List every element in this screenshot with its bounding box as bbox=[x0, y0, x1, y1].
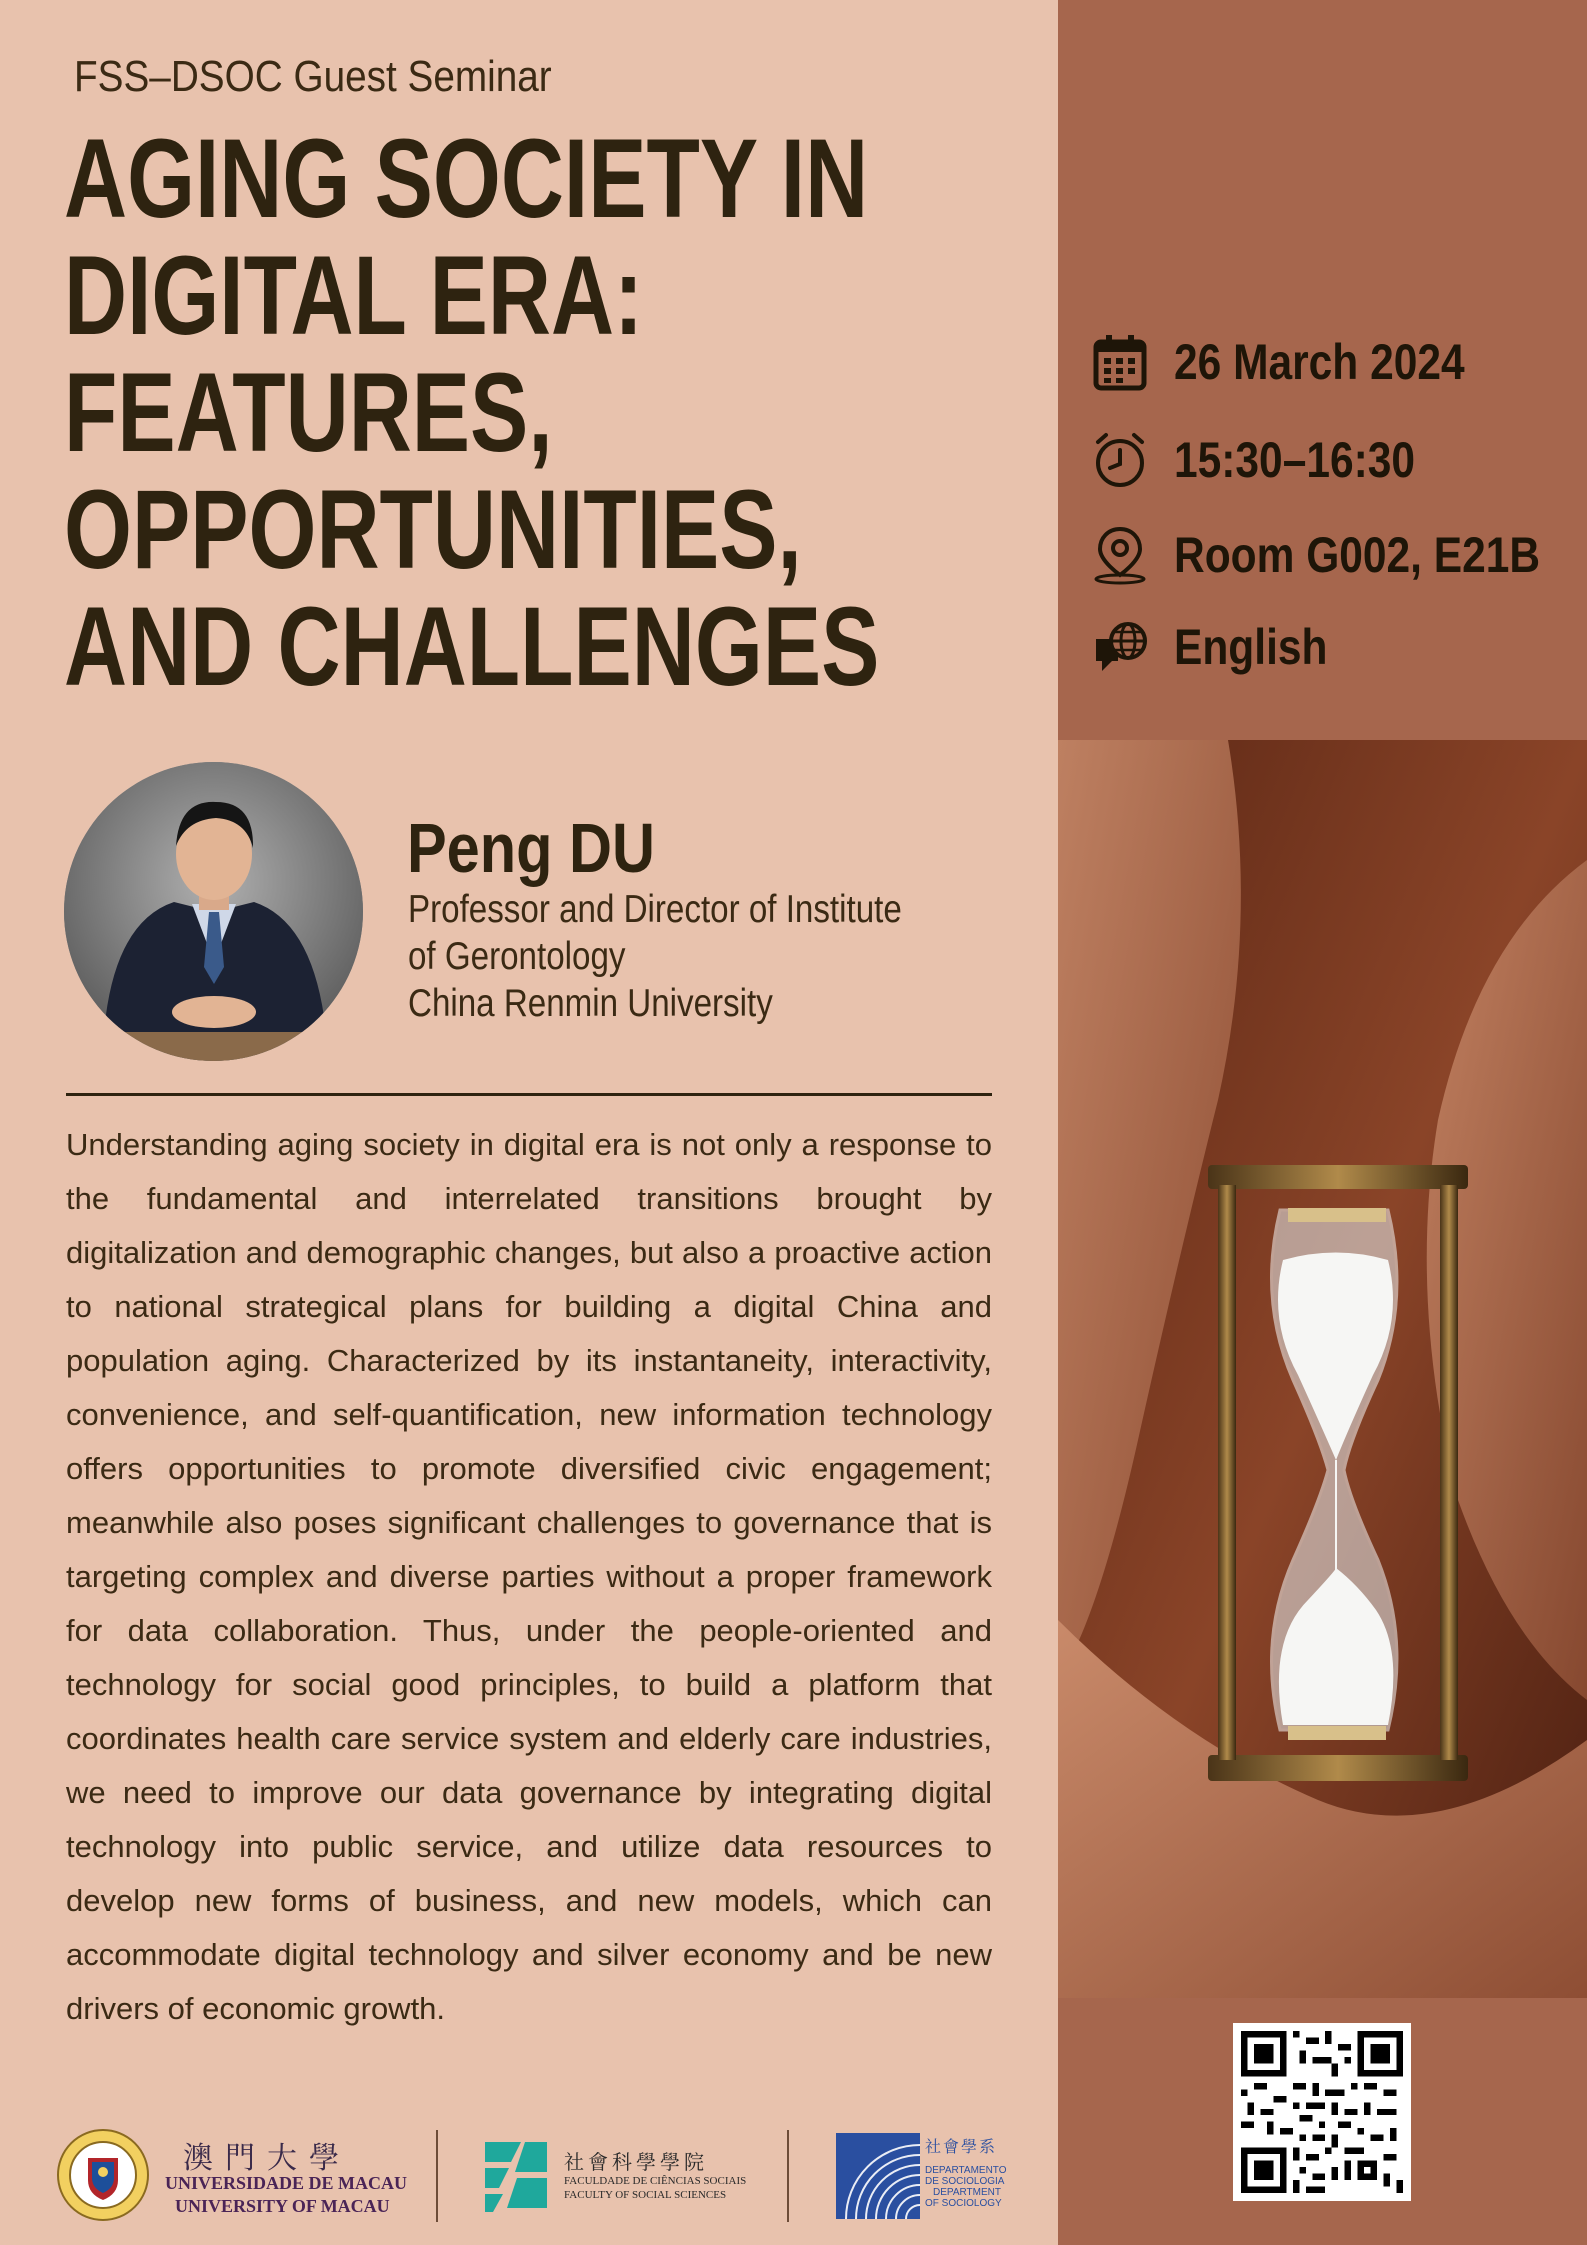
speaker-affiliation-line: China Renmin University bbox=[408, 982, 773, 1025]
um-english-name: UNIVERSITY OF MACAU bbox=[175, 2196, 390, 2216]
speaker-photo bbox=[64, 762, 363, 1061]
fss-chinese-name: 社會科學學院 bbox=[564, 2152, 708, 2174]
fss-portuguese-name: FACULDADE DE CIÊNCIAS SOCIAIS bbox=[564, 2175, 747, 2187]
um-seal-icon bbox=[56, 2128, 150, 2222]
um-chinese-name: 澳門大學 bbox=[183, 2142, 351, 2175]
event-language-row bbox=[1092, 612, 1355, 682]
seminar-title bbox=[64, 116, 1064, 709]
dsoc-english-line: DEPARTMENT bbox=[933, 2187, 1001, 2198]
title-line: AGING SOCIETY IN bbox=[64, 116, 869, 241]
dsoc-chinese-name: 社會學系 bbox=[925, 2139, 998, 2156]
logo-separator bbox=[787, 2130, 789, 2222]
event-time: 15:30–16:30 bbox=[1174, 432, 1416, 488]
speaker-affiliation-line: Professor and Director of Institute bbox=[408, 888, 902, 931]
qr-code[interactable] bbox=[1233, 2023, 1411, 2201]
title-line: OPPORTUNITIES, bbox=[64, 467, 802, 592]
seminar-series-label: FSS–DSOC Guest Seminar bbox=[74, 52, 552, 101]
event-language: English bbox=[1174, 619, 1328, 675]
dsoc-english-line: OF SOCIOLOGY bbox=[925, 2198, 1002, 2209]
um-portuguese-name: UNIVERSIDADE DE MACAU bbox=[165, 2173, 408, 2193]
calendar-icon bbox=[1092, 332, 1148, 392]
speaker-affiliation-line: of Gerontology bbox=[408, 935, 626, 978]
language-globe-icon bbox=[1092, 617, 1148, 677]
title-line: DIGITAL ERA: bbox=[64, 233, 644, 358]
dsoc-names bbox=[925, 2165, 1007, 2209]
event-location: Room G002, E21B bbox=[1174, 527, 1541, 583]
title-line: FEATURES, bbox=[64, 350, 553, 475]
dsoc-portuguese-line: DEPARTAMENTO bbox=[925, 2165, 1007, 2176]
title-line: AND CHALLENGES bbox=[64, 584, 880, 709]
dsoc-portuguese-line: DE SOCIOLOGIA bbox=[925, 2176, 1005, 2187]
hourglass-photo bbox=[1058, 740, 1587, 1998]
event-time-row bbox=[1092, 425, 1458, 495]
event-date-row bbox=[1092, 327, 1516, 397]
clock-icon bbox=[1092, 430, 1148, 490]
fss-logo-icon bbox=[481, 2132, 551, 2218]
dsoc-logo-icon bbox=[836, 2133, 920, 2219]
event-location-row bbox=[1092, 520, 1587, 590]
speaker-name: Peng DU bbox=[407, 809, 655, 887]
event-date: 26 March 2024 bbox=[1174, 334, 1465, 390]
section-divider bbox=[66, 1093, 992, 1096]
fss-english-name: FACULTY OF SOCIAL SCIENCES bbox=[564, 2189, 727, 2201]
logo-separator bbox=[436, 2130, 438, 2222]
abstract-text: Understanding aging society in digital era is not only a response to the fundamental and interrelated transitions brought by digitalization and demographic changes, but also a proactive action to national strategical plans for building a digital China and population aging. Characterized by its instantaneity, interactivity, convenience, and self-quantification, new information technology offers opportunities to promote diversified civic engagement; meanwhile also poses significant challenges to governance that is targeting complex and diverse parties without a proper framework for data collaboration. Thus, under the people-oriented and technology for social good principles, to build a platform that coordinates health care service system and elderly care industries, we need to improve our data governance by integrating digital technology into public service, and utilize data resources to develop new forms of business, and new models, which can accommodate digital technology and silver economy and be new drivers of economic growth. bbox=[66, 1127, 992, 2026]
location-pin-icon bbox=[1092, 525, 1148, 585]
